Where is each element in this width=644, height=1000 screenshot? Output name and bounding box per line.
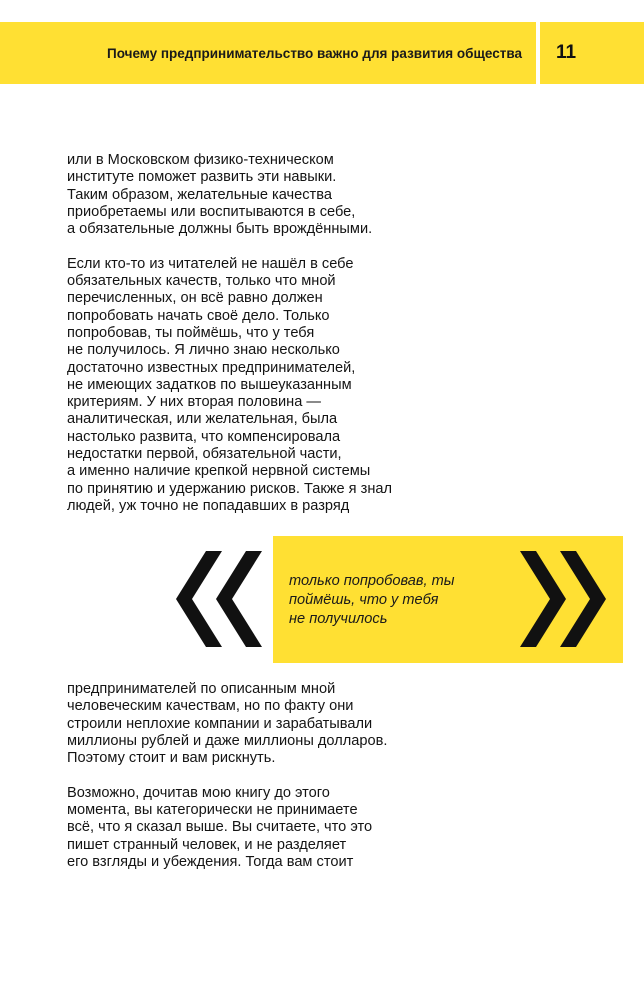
paragraph: предпринимателей по описанным мной человеческим качествам, но по факту они строили неплохие компании и зарабатывали миллионы рублей и даже миллионы долларов. Поэтому стоит и вам рискнуть. (67, 681, 388, 767)
double-chevron-right-icon (520, 551, 606, 647)
page-header (0, 22, 644, 84)
header-title-box (0, 22, 536, 84)
body-text-bottom (67, 681, 447, 871)
body-text-top (67, 152, 447, 515)
page-number: 11 (556, 42, 577, 63)
paragraph: Возможно, дочитав мою книгу до этого момента, вы категорически не принимаете всё, что я сказал выше. Вы считаете, что это пишет странный человек, и не разделяет его взгляды и убеждения. Тогда вам стоит (67, 784, 373, 870)
paragraph: или в Московском физико-техническом институте поможет развить эти навыки. Таким образом, желательные качества приобретаемы или воспитываются в себе, а обязательные должны быть врождёнными. (67, 152, 373, 238)
running-title: Почему предпринимательство важно для развития общества (107, 45, 522, 61)
header-page-box (540, 22, 644, 84)
pull-quote-text: только попробовав, ты поймёшь, что у тебя не получилось (289, 573, 455, 627)
double-chevron-left-icon (176, 551, 262, 647)
paragraph: Если кто-то из читателей не нашёл в себе обязательных качеств, только что мной перечисленных, он всё равно должен попробовать начать своё дело. Только попробовав, ты поймёшь, что у тебя не получилось. Я лично знаю несколько достаточно известных предпринимателей, не имеющих задатков по вышеуказанным критериям. У них вторая половина — аналитическая, или желательная, была настолько развита, что компенсировала недостатки первой, обязательной части, а именно наличие крепкой нервной системы по принятию и удержанию рисков. Также я знал людей, уж точно не попадавших в разряд (67, 255, 393, 514)
